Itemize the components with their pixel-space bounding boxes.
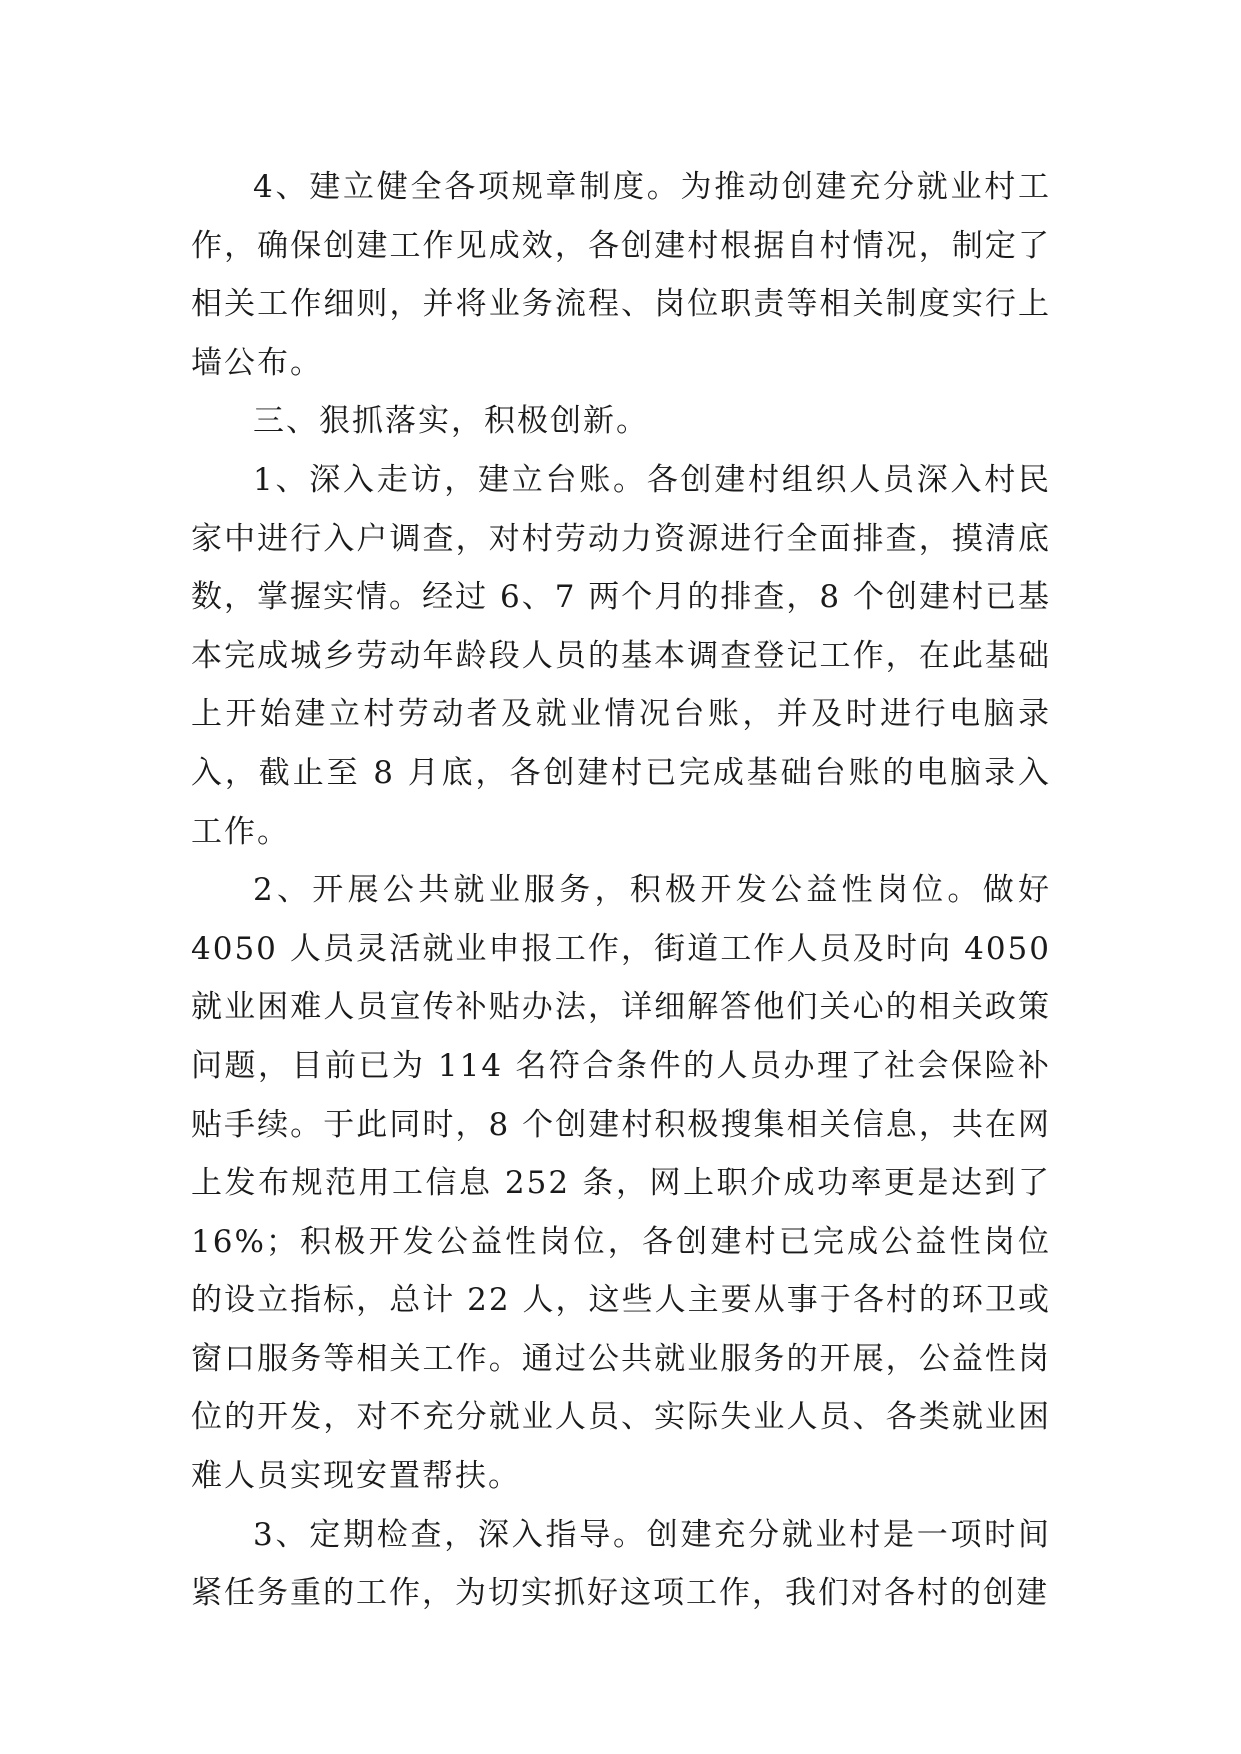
paragraph-inspection: 3、定期检查，深入指导。创建充分就业村是一项时间紧任务重的工作，为切实抓好这项工作，我们对各村的创建	[191, 1516, 1051, 1612]
document-body	[191, 158, 1051, 1623]
section-heading-implementation: 三、狠抓落实，积极创新。	[253, 403, 649, 440]
paragraph-public-employment: 2、开展公共就业服务，积极开发公益性岗位。做好 4050 人员灵活就业申报工作，街道工作人员及时向 4050 就业困难人员宣传补贴办法，详细解答他们关心的相关政策问题，目前已为 114 名符合条件的人员办理了社会保险补贴手续。于此同时，8 个创建村积极搜集相关信息，共在网上发布规范用工信息 252 条，网上职介成功率更是达到了 16%；积极开发公益性岗位，各创建村已完成公益性岗位的设立指标，总计 22 人，这些人主要从事于各村的环卫或窗口服务等相关工作。通过公共就业服务的开展，公益性岗位的开发，对不充分就业人员、实际失业人员、各类就业困难人员实现安置帮扶。	[191, 872, 1051, 1495]
paragraph-visits-ledger: 1、深入走访，建立台账。各创建村组织人员深入村民家中进行入户调查，对村劳动力资源进行全面排查，摸清底数，掌握实情。经过 6、7 两个月的排查，8 个创建村已基本完成城乡劳动年龄段人员的基本调查登记工作，在此基础上开始建立村劳动者及就业情况台账，并及时进行电脑录入，截止至 8 月底，各创建村已完成基础台账的电脑录入工作。	[191, 461, 1051, 850]
paragraph-regulations: 4、建立健全各项规章制度。为推动创建充分就业村工作，确保创建工作见成效，各创建村根据自村情况，制定了相关工作细则，并将业务流程、岗位职责等相关制度实行上墙公布。	[191, 169, 1051, 381]
